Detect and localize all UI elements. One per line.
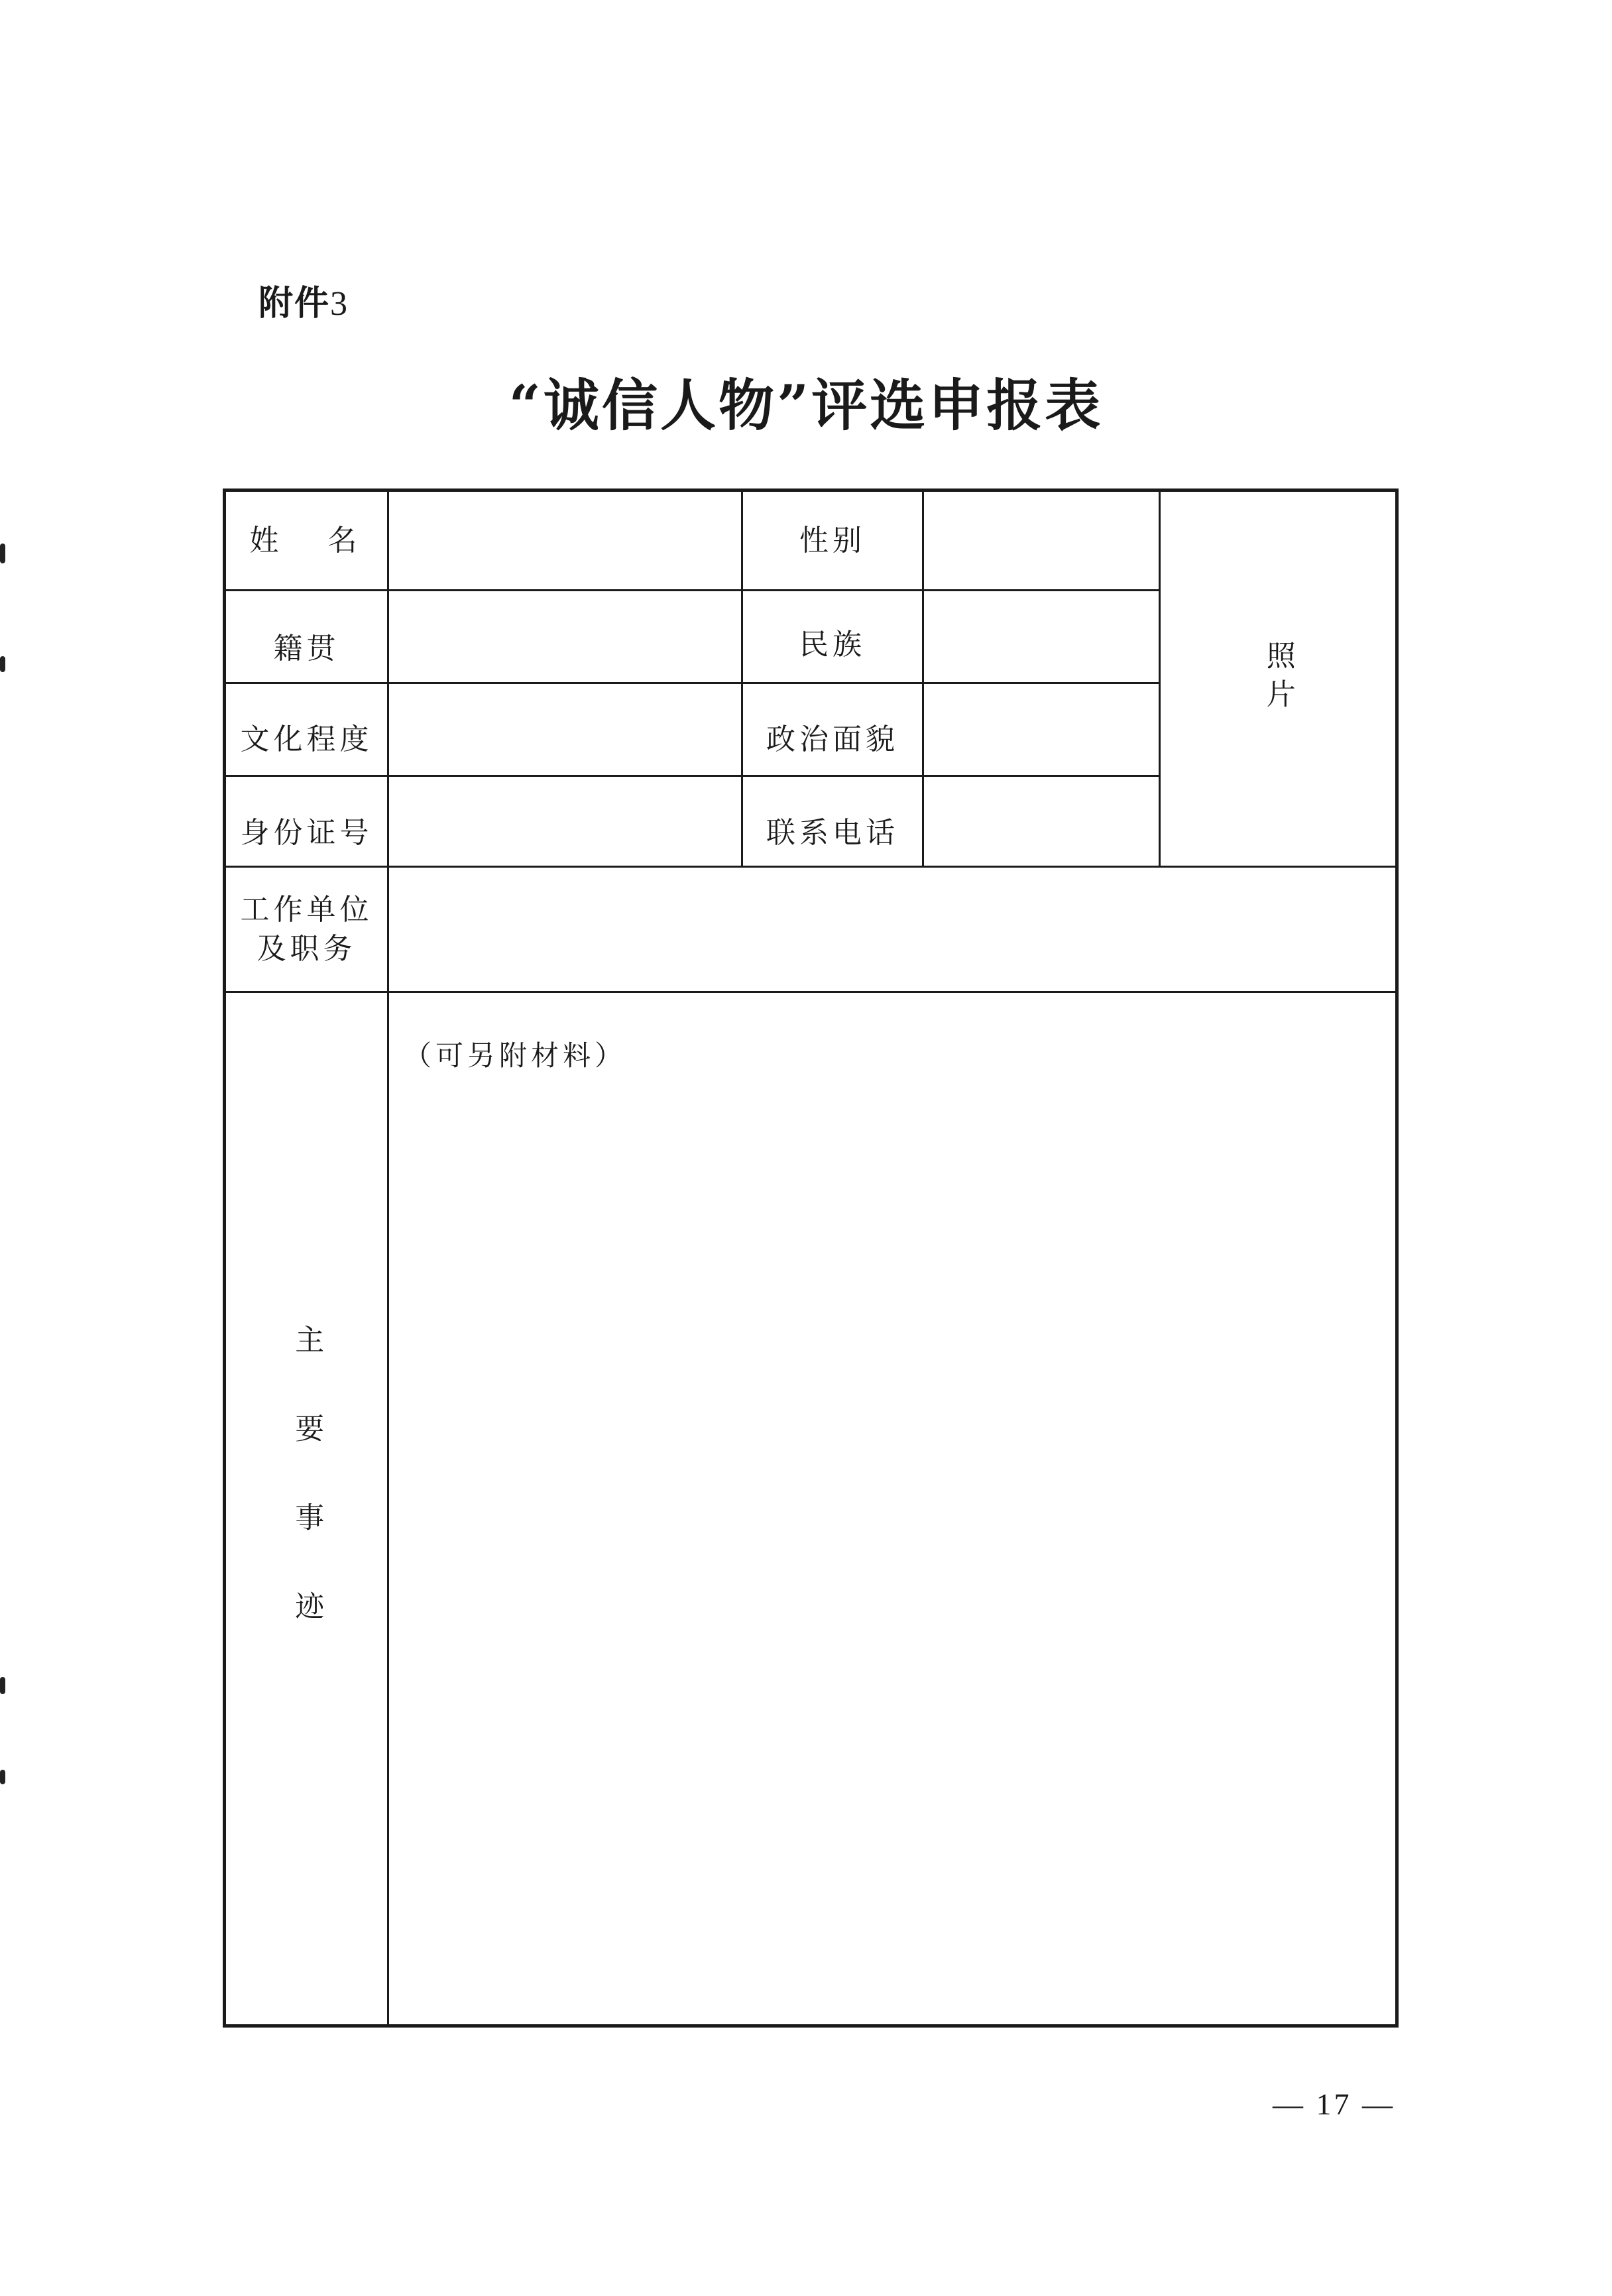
photo-label-text: 照片: [1261, 640, 1295, 717]
scan-mark: [0, 1677, 5, 1694]
value-phone[interactable]: [924, 777, 1159, 866]
work-unit-line2: 及职务: [257, 932, 357, 966]
label-id-number: 身份证号: [240, 816, 373, 850]
label-native-place: 籍贯: [273, 631, 340, 665]
label-work-unit: [226, 868, 387, 991]
value-gender[interactable]: [924, 492, 1159, 589]
application-form-table: [223, 488, 1399, 2028]
label-main-deeds: [226, 993, 387, 2024]
scan-mark: [0, 544, 5, 563]
label-education: 文化程度: [240, 722, 373, 756]
work-unit-line1: 工作单位: [240, 892, 373, 927]
value-work-unit[interactable]: [389, 868, 1395, 991]
label-name: 姓 名: [249, 523, 377, 557]
page-number: — 17 —: [1273, 2087, 1395, 2121]
main-deeds-label-text: 主要事迹: [290, 1324, 324, 1680]
main-deeds-note: （可另附材料）: [404, 1039, 627, 1072]
value-education[interactable]: [389, 684, 741, 775]
attachment-text: 附件: [259, 284, 331, 323]
attachment-number: 3: [330, 285, 349, 323]
label-ethnicity: 民族: [799, 627, 866, 661]
value-native-place[interactable]: [389, 591, 741, 682]
scan-mark: [0, 1770, 5, 1784]
scan-mark: [0, 656, 5, 672]
value-main-deeds[interactable]: [389, 1088, 1395, 2024]
value-ethnicity[interactable]: [924, 591, 1159, 682]
attachment-label: [259, 275, 349, 325]
form-title: “诚信人物”评选申报表: [508, 373, 1104, 438]
label-gender: 性别: [799, 523, 866, 557]
label-political-status: 政治面貌: [766, 722, 899, 756]
value-political-status[interactable]: [924, 684, 1159, 775]
label-photo: [1161, 492, 1395, 866]
label-phone: 联系电话: [766, 816, 899, 850]
value-name[interactable]: [389, 492, 741, 589]
grid-hline: [226, 991, 1395, 993]
value-id-number[interactable]: [389, 777, 741, 866]
